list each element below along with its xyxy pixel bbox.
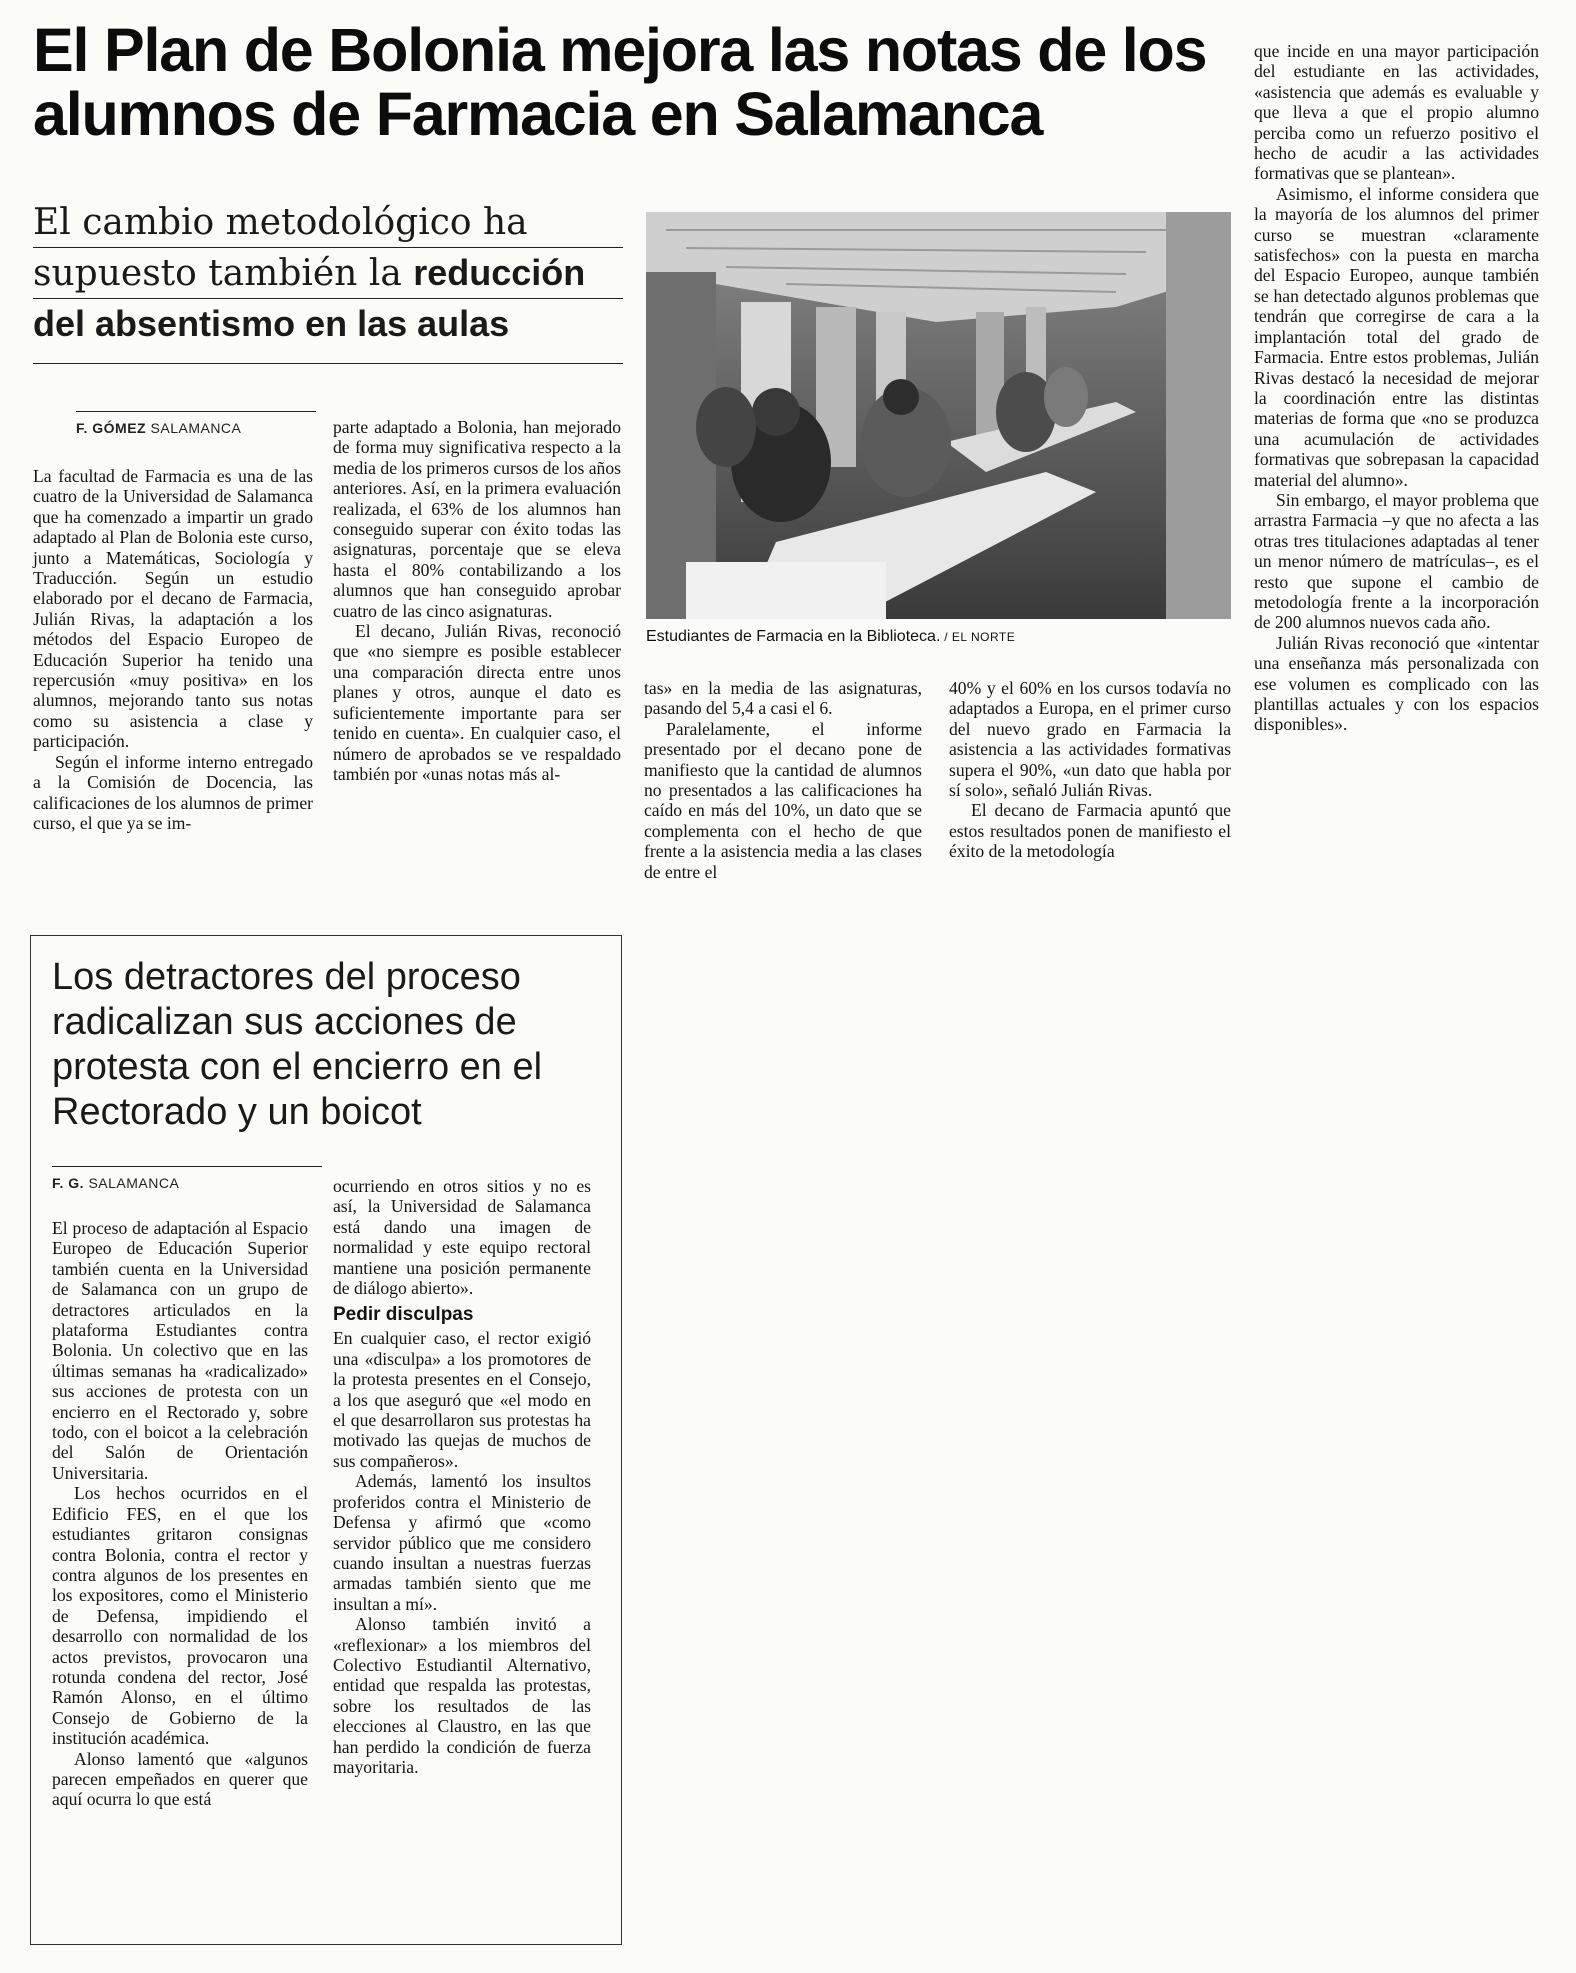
paragraph: Paralelamente, el informe presentado por el decano pone de manifiesto que la cantidad de alumnos no presentados a las calificaciones ha caído en más del 10%, un dato que se complementa con el hecho de que frente a la asistencia media a las clases de entre el: [644, 718, 922, 882]
photo-credit: / EL NORTE: [940, 630, 1016, 644]
sidebar-column-2: [333, 1176, 591, 1777]
paragraph: Julián Rivas reconoció que «intentar una enseñanza más personalizada con ese volumen es complicado con las plantillas actuales y con los espacios disponibles».: [1254, 632, 1539, 735]
subhead-line-2: supuesto también la reducción: [33, 248, 623, 299]
paragraph: ocurriendo en otros sitios y no es así, la Universidad de Salamanca está dando una imagen de normalidad y este equipo rectoral mantiene una posición permanente de diálogo abierto».: [333, 1176, 591, 1299]
paragraph: La facultad de Farmacia es una de las cuatro de la Universidad de Salamanca que ha comenzado a impartir un grado adaptado al Plan de Bolonia este curso, junto a Matemáticas, Sociología y Traducción. Según un estudio elaborado por el decano de Farmacia, Julián Rivas, la adaptación a los métodos del Espacio Europeo de Educación Superior ha tenido una repercusión «muy positiva» en los alumnos, mejorando tanto sus notas como su asistencia a clase y participación.: [33, 466, 313, 752]
paragraph: El proceso de adaptación al Espacio Europeo de Educación Superior también cuenta en la Universidad de Salamanca con un grupo de detractores articulados en la plataforma Estudiantes contra Bolonia. Un colectivo que en las últimas semanas ha «radicalizado» sus acciones de protesta con un encierro en el Rectorado y, sobre todo, con el boicot a la celebración del Salón de Orientación Universitaria.: [52, 1218, 308, 1483]
photo-caption: Estudiantes de Farmacia en la Biblioteca. / EL NORTE: [646, 628, 1016, 645]
headline: El Plan de Bolonia mejora las notas de los alumnos de Farmacia en Salamanca: [33, 16, 1207, 148]
paragraph: En cualquier caso, el rector exigió una «disculpa» a los promotores de la protesta presentes en el Consejo, a los que aseguró que «el modo en el que desarrollaron sus protestas ha motivado las quejas de muchos de sus compañeros».: [333, 1328, 591, 1471]
byline: F. GÓMEZ SALAMANCA: [76, 411, 316, 436]
paragraph: Alonso lamentó que «algunos parecen empeñados en querer que aquí ocurra lo que está: [52, 1748, 308, 1810]
subhead-line-1: El cambio metodológico ha: [33, 198, 623, 248]
article-column-1: [33, 466, 313, 833]
section-subhead: Pedir disculpas: [333, 1304, 474, 1326]
paragraph: Asimismo, el informe considera que la mayoría de los alumnos del primer curso se muestran «claramente satisfechos» con la puesta en marcha del Espacio Europeo, aunque también se han detectado algunos problemas que tendrán que corregirse de cara a la implantación total del grado de Farmacia. Entre estos problemas, Julián Rivas destacó la necesidad de mejorar la coordinación entre las distintas materias de forma que «no se produzca una acumulación de actividades formativas que sobrepasan la capacidad material del alumno».: [1254, 183, 1539, 490]
subhead-rule: [33, 363, 623, 364]
article-column-4: [949, 678, 1231, 862]
paragraph: 40% y el 60% en los cursos todavía no adaptados a Europa, en el primer curso del nuevo grado en Farmacia la asistencia a las actividades formativas supera el 90%, «un dato que habla por sí solo», señaló Julián Rivas.: [949, 678, 1231, 801]
sidebar-byline: F. G. SALAMANCA: [52, 1166, 322, 1191]
paragraph: Alonso también invitó a «reflexionar» a los miembros del Colectivo Estudiantil Alternativo, entidad que respalda las protestas, sobre los resultados de las elecciones al Claustro, en las que han perdido la condición de fuerza mayoritaria.: [333, 1614, 591, 1777]
paragraph: que incide en una mayor participación del estudiante en las actividades, «asistencia que además es evaluable y que lleva a que el propio alumno perciba como un refuerzo positivo el hecho de acudir a las actividades formativas que se plantean».: [1254, 41, 1539, 184]
article-column-2: [333, 417, 621, 784]
paragraph: parte adaptado a Bolonia, han mejorado de forma muy significativa respecto a la media de los primeros cursos de los años anteriores. Así, en la primera evaluación realizada, el 63% de los alumnos han conseguido superar con éxito todas las asignaturas, porcentaje que se eleva hasta el 80% contabilizando a los alumnos que han conseguido aprobar cuatro de las cinco asignaturas.: [333, 417, 621, 621]
subhead-line-3: del absentismo en las aulas: [33, 303, 510, 344]
sidebar-column-1: [52, 1218, 308, 1810]
article-column-5: [1254, 41, 1539, 735]
article-column-3: [644, 678, 922, 882]
subheadline: [33, 198, 623, 358]
paragraph: Según el informe interno entregado a la Comisión de Docencia, las calificaciones de los alumnos de primer curso, el que ya se im-: [33, 751, 313, 833]
paragraph: tas» en la media de las asignaturas, pasando del 5,4 a casi el 6.: [644, 678, 922, 719]
sidebar-headline: Los detractores del proceso radicalizan sus acciones de protesta con el encierro en el Rectorado y un boicot: [52, 956, 543, 1133]
paragraph: Los hechos ocurridos en el Edificio FES, en el que los estudiantes gritaron consignas contra Bolonia, contra el rector y contra algunos de los presentes en los expositores, como el Ministerio de Defensa, impidiendo el desarrollo con normalidad de los actos previstos, provocaron una rotunda condena del rector, José Ramón Alonso, en el último Consejo de Gobierno de la institución académica.: [52, 1483, 308, 1749]
paragraph: Sin embargo, el mayor problema que arrastra Farmacia –y que no afecta a las otras tres titulaciones adaptadas al tener un menor número de matrículas–, es el resto que supone el cambio de metodología frente a la incorporación de 200 alumnos nuevos cada año.: [1254, 489, 1539, 633]
paragraph: El decano, Julián Rivas, reconoció que «no siempre es posible establecer una comparación directa entre unos planes y otros, aunque el dato es suficientemente importante para ser tenido en cuenta». En cualquier caso, el número de aprobados se ve respaldado también por «unas notas más al-: [333, 621, 621, 784]
paragraph: El decano de Farmacia apuntó que estos resultados ponen de manifiesto el éxito de la metodología: [949, 800, 1231, 862]
library-photo-image: [646, 212, 1231, 619]
paragraph: Además, lamentó los insultos proferidos contra el Ministerio de Defensa y afirmó que «como servidor público que me considero cuando insultan a nuestras fuerzas armadas también siento que me insultan a mí».: [333, 1471, 591, 1614]
library-photo: [646, 212, 1231, 619]
